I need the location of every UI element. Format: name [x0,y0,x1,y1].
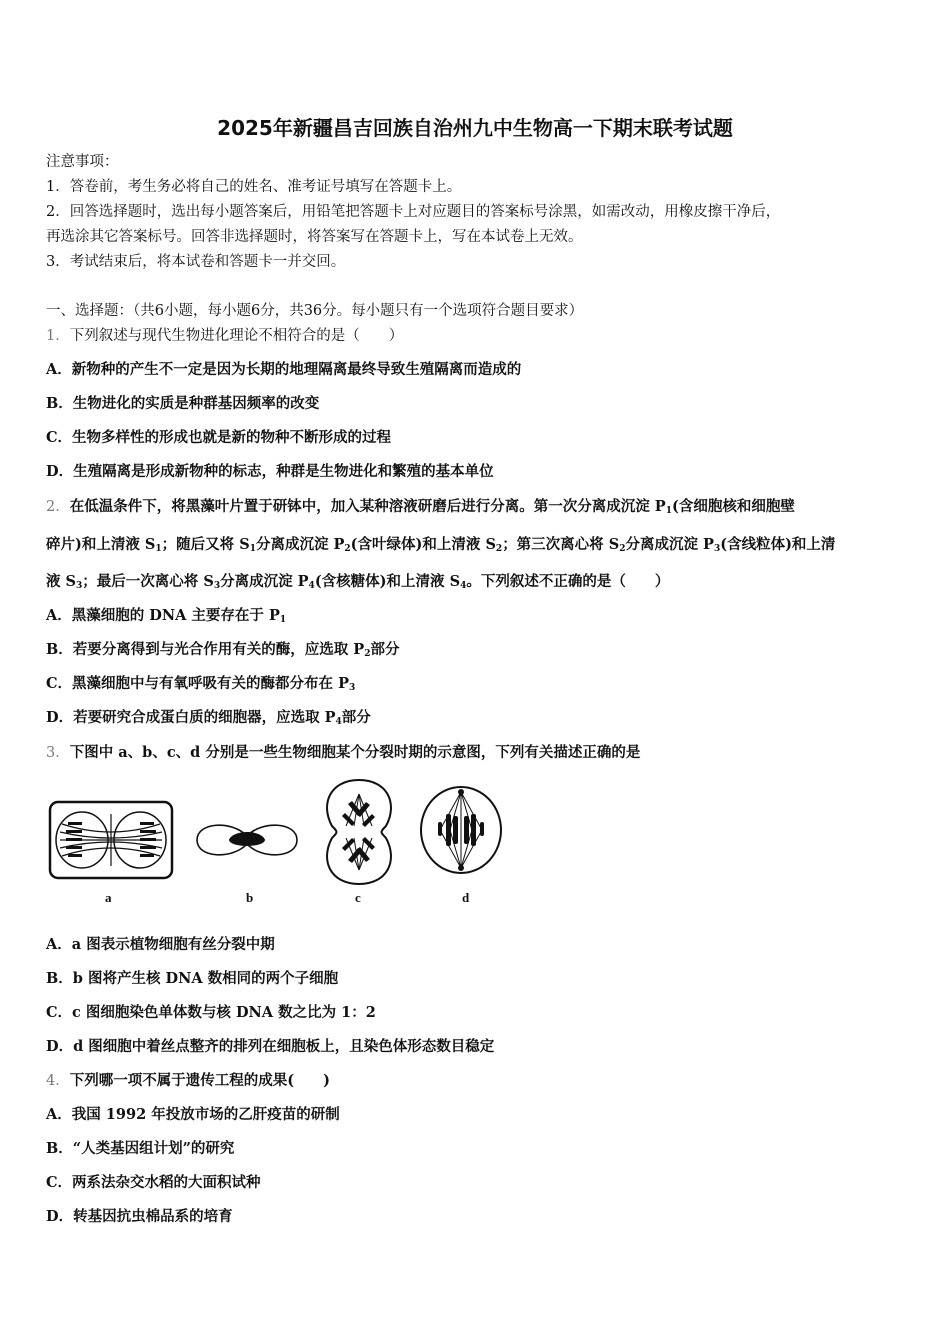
option-d[interactable]: D．d 图细胞中着丝点整齐的排列在细胞板上，且染色体形态数目稳定 [46,1038,495,1055]
option-text: C．黑藻细胞中与有氧呼吸有关的酶都分布在 P [46,675,349,692]
subscript: 4 [308,581,315,591]
question-number: 2． [46,499,70,515]
stem-text: 分离成沉淀 P [625,536,714,553]
subscript: 2 [364,649,371,659]
subscript: 2 [344,544,351,554]
question-number: 3． [46,745,70,761]
question-2-stem-line3 [46,572,669,592]
option-text: B．若要分离得到与光合作用有关的酶，应选取 P [46,641,365,658]
section-heading: 一、选择题：（共6小题，每小题6分，共36分。每小题只有一个选项符合题目要求） [46,303,584,319]
subscript: 3 [713,544,721,554]
stem-text: 液 S [46,573,77,590]
stem-text: (含核糖体)和上清液 S [314,573,461,590]
stem-text: 分离成沉淀 P [255,536,345,553]
option-text: 部分 [370,641,400,658]
stem-text: (含细胞核和细胞壁 [671,498,795,515]
figure-label-c: c [355,890,361,905]
figure-label-d: d [462,890,470,905]
option-d[interactable] [46,708,371,728]
option-c[interactable]: C．c 图细胞染色单体数与核 DNA 数之比为 1：2 [46,1004,376,1021]
notice-item: 1．答卷前，考生务必将自己的姓名、准考证号填写在答题卡上。 [46,179,462,195]
option-text: A．黑藻细胞的 DNA 主要存在于 P [46,607,280,624]
stem-text: (含线粒体)和上清 [720,536,836,553]
figure-label-a: a [105,890,112,905]
stem-text: 碎片)和上清液 S [46,536,156,553]
question-2-stem-line2 [46,535,835,555]
option-c[interactable]: C．生物多样性的形成也就是新的物种不断形成的过程 [46,429,392,446]
question-4-stem [46,1071,330,1091]
question-text: 下图中 a、b、c、d 分别是一些生物细胞某个分裂时期的示意图，下列有关描述正确的是 [69,744,641,761]
option-d[interactable]: D．转基因抗虫棉品系的培育 [46,1208,233,1225]
cell-diagram-d [418,784,504,876]
subscript: 1 [665,506,672,516]
stem-text: 。下列叙述不正确的是（ ） [466,573,670,590]
figure-label-b: b [246,890,254,905]
subscript: 1 [249,544,256,554]
option-b[interactable]: B．b 图将产生核 DNA 数相同的两个子细胞 [46,970,339,987]
question-number: 1． [46,328,70,344]
option-a[interactable]: A．a 图表示植物细胞有丝分裂中期 [46,936,275,953]
option-a[interactable]: A．新物种的产生不一定是因为长期的地理隔离最终导致生殖隔离而造成的 [46,361,522,378]
subscript: 1 [279,615,287,625]
subscript: 4 [460,581,467,591]
stem-text: 在低温条件下，将黑藻叶片置于研钵中，加入某种溶液研磨后进行分离。第一次分离成沉淀 P [69,498,666,515]
option-a[interactable] [46,606,286,626]
stem-text: (含叶绿体)和上清液 S [350,536,496,553]
question-number: 4． [46,1073,70,1089]
option-a[interactable]: A．我国 1992 年投放市场的乙肝疫苗的研制 [46,1106,340,1123]
cell-diagram-c [318,776,400,888]
notice-item: 3．考试结束后，将本试卷和答题卡一并交回。 [46,254,346,270]
option-c[interactable] [46,674,355,694]
question-text: 下列叙述与现代生物进化理论不相符合的是（ ） [69,328,404,344]
option-b[interactable]: B．生物进化的实质是种群基因频率的改变 [46,395,320,412]
question-text: 下列哪一项不属于遗传工程的成果( ) [69,1072,330,1089]
option-text: 部分 [341,709,371,726]
notice-item: 2．回答选择题时，选出每小题答案后，用铅笔把答题卡上对应题目的答案标号涂黑，如需改动，用橡皮擦干净后， [46,204,781,220]
stem-text: 分离成沉淀 P [220,573,309,590]
notice-heading: 注意事项： [46,154,119,170]
cell-diagram-a [48,800,174,882]
subscript: 4 [335,717,342,727]
option-b[interactable]: B．“人类基因组计划”的研究 [46,1140,235,1157]
subscript: 3 [213,581,221,591]
notice-item: 再选涂其它答案标号。回答非选择题时，将答案写在答题卡上，写在本试卷上无效。 [46,229,583,245]
page-title: 2025年新疆昌吉回族自治州九中生物高一下期末联考试题 [217,116,733,140]
option-text: D．若要研究合成蛋白质的细胞器，应选取 P [46,709,336,726]
stem-text: ；第三次离心将 S [502,536,620,553]
subscript: 3 [349,683,356,693]
option-c[interactable]: C．两系法杂交水稻的大面积试种 [46,1174,261,1191]
subscript: 3 [76,581,83,591]
stem-text: ；随后又将 S [161,536,250,553]
question-1-stem [46,326,403,346]
subscript: 2 [619,544,626,554]
option-d[interactable]: D．生殖隔离是形成新物种的标志，种群是生物进化和繁殖的基本单位 [46,463,494,480]
subscript: 1 [155,544,162,554]
cell-diagram-b [192,818,302,862]
subscript: 2 [495,544,503,554]
question-3-stem [46,743,640,763]
question-2-stem-line1 [46,497,795,517]
stem-text: ；最后一次离心将 S [82,573,214,590]
option-b[interactable] [46,640,399,660]
